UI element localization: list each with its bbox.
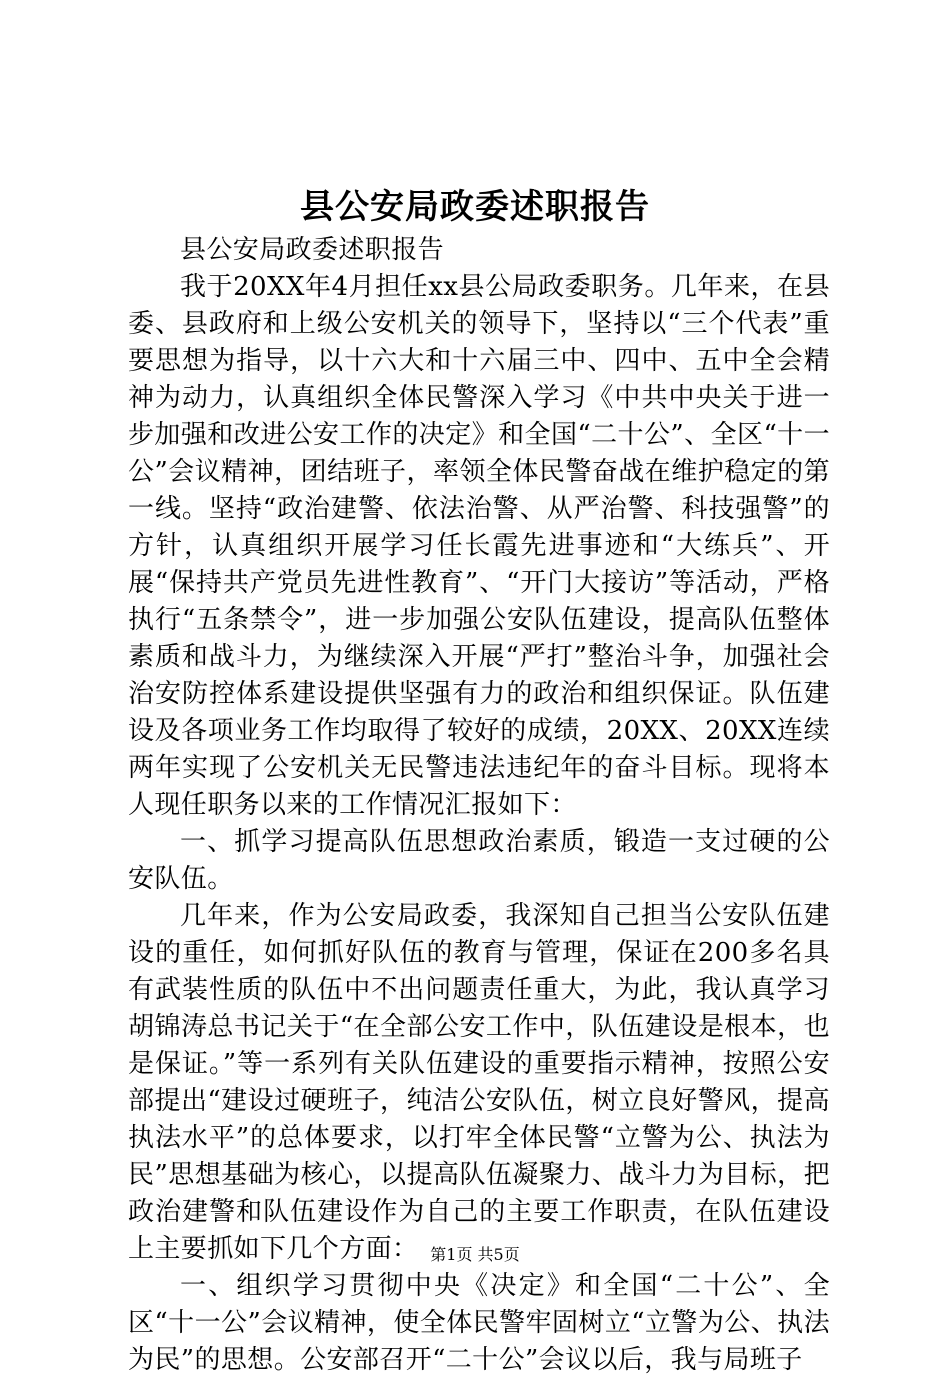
page-footer: 第1页 共5页 — [430, 1245, 520, 1264]
paragraph-subsection: 一、组织学习贯彻中央《决定》和全国“二十公”、全区“十一公”会议精神，使全体民警牢固树立“立警为公、执法为民”的思想。公安部召开“二十公”会议以后，我与局班子 — [128, 1271, 830, 1375]
paragraph-section-heading: 一、抓学习提高队伍思想政治素质，锻造一支过硬的公安队伍。 — [128, 827, 830, 894]
paragraph-intro: 我于20XX年4月担任xx县公局政委职务。几年来，在县委、县政府和上级公安机关的领导下，坚持以“三个代表”重要思想为指导，以十六大和十六届三中、四中、五中全会精神为动力，认真组织全体民警深入学习《中共中央关于进一步加强和改进公安工作的决定》和全国“二十公”、全区“十一公”会议精神，团结班子，率领全体民警奋战在维护稳定的第一线。坚持“政治建警、依法治警、从严治警、科技强警”的方针，认真组织开展学习任长霞先进事迹和“大练兵”、开展“保持共产党员先进性教育”、“开门大接访”等活动，严格执行“五条禁令”，进一步加强公安队伍建设，提高队伍整体素质和战斗力，为继续深入开展“严打”整治斗争，加强社会治安防控体系建设提供坚强有力的政治和组织保证。队伍建设及各项业务工作均取得了较好的成绩，20XX、20XX连续两年实现了公安机关无民警违法违纪年的奋斗目标。现将本人现任职务以来的工作情况汇报如下： — [128, 272, 830, 820]
paragraph-body: 几年来，作为公安局政委，我深知自己担当公安队伍建设的重任，如何抓好队伍的教育与管理，保证在200多名具有武装性质的队伍中不出问题责任重大，为此，我认真学习胡锦涛总书记关于“在全部公安工作中，队伍建设是根本，也是保证。”等一系列有关队伍建设的重要指示精神，按照公安部提出“建设过硬班子，纯洁公安队伍，树立良好警风，提高执法水平”的总体要求，以打牢全体民警“立警为公、执法为民”思想基础为核心，以提高队伍凝聚力、战斗力为目标，把政治建警和队伍建设作为自己的主要工作职责，在队伍建设上主要抓如下几个方面： — [128, 901, 830, 1264]
document-title: 县公安局政委述职报告 — [300, 187, 650, 227]
paragraph-subtitle: 县公安局政委述职报告 — [180, 235, 445, 265]
document-body — [128, 232, 830, 1379]
